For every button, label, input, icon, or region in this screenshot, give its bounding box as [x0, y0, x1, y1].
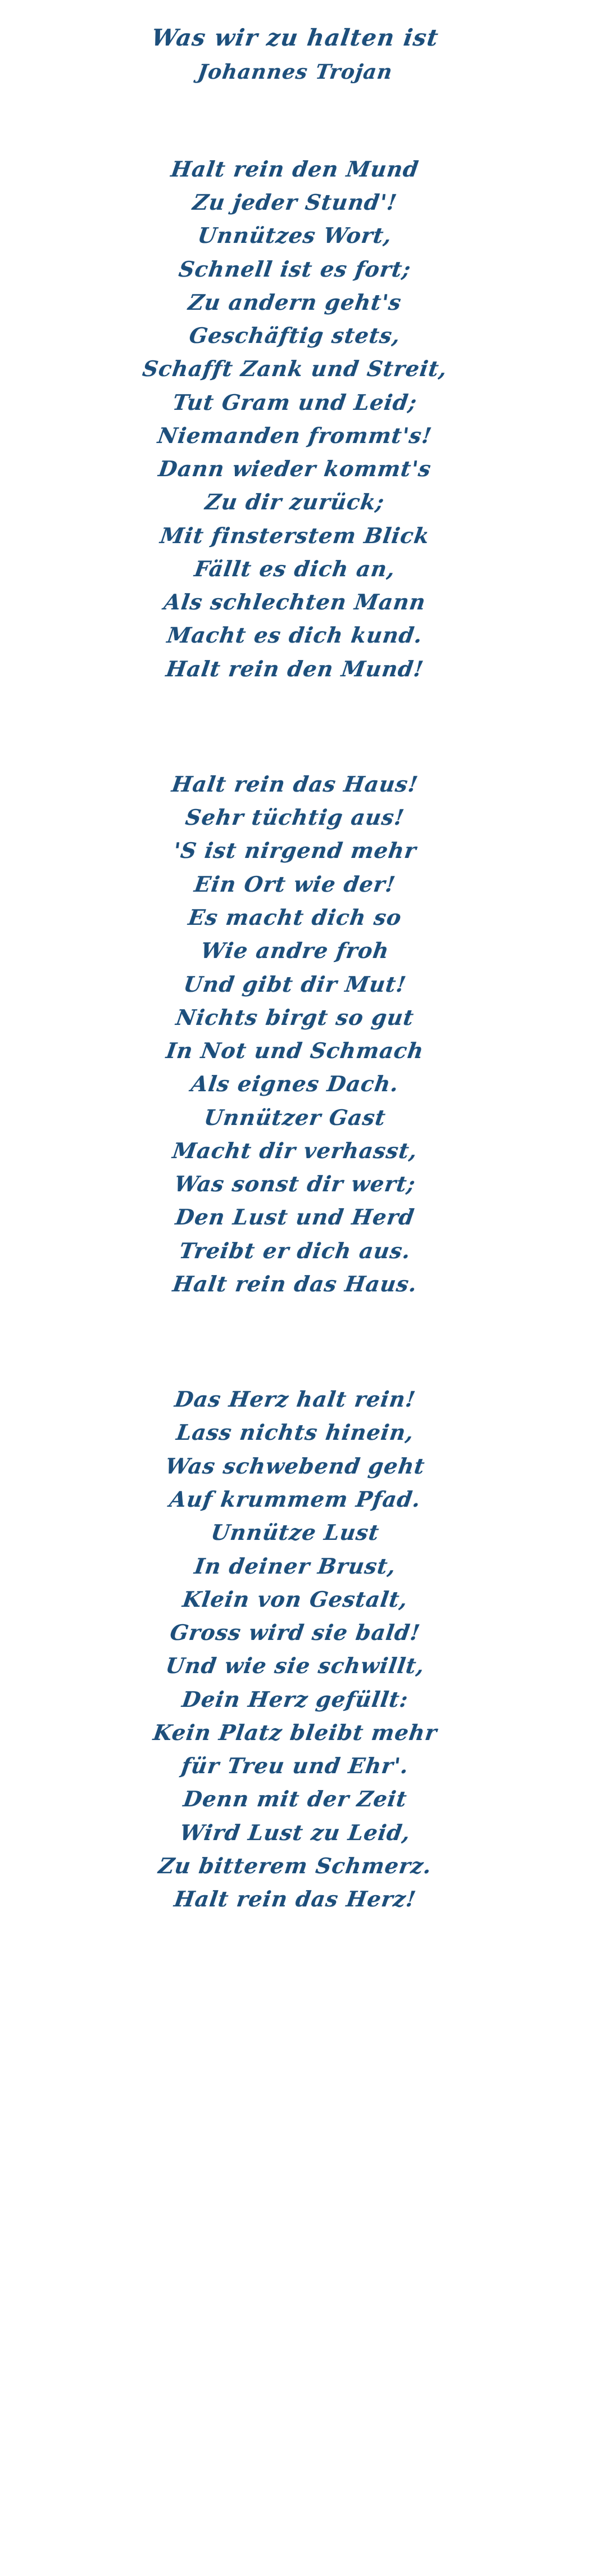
verse-line: Zu dir zurück; [203, 489, 387, 515]
verse-line: Nichts birgt so gut [174, 1004, 416, 1030]
verse-line: Als schlechten Mann [162, 589, 428, 615]
verse-line: Wie andre froh [199, 938, 391, 964]
verse-line: Denn mit der Zeit [181, 1786, 409, 1812]
verse-line: Kein Platz bleibt mehr [151, 1719, 439, 1745]
verse-line: Macht es dich kund. [165, 622, 425, 648]
verse-line: 'S ist nirgend mehr [171, 838, 419, 864]
stanza-1 [140, 152, 450, 685]
verse-line: Auf krummem Pfad. [167, 1486, 423, 1512]
verse-line: Schnell ist es fort; [177, 256, 413, 282]
verse-line: Es macht dich so [187, 905, 403, 930]
verse-line: Unnützer Gast [202, 1104, 388, 1130]
verse-line: Treibt er dich aus. [177, 1237, 413, 1263]
verse-line: Als eignes Dach. [189, 1071, 401, 1097]
verse-line: Gross wird sie bald! [168, 1620, 422, 1646]
verse-line: Macht dir verhasst, [171, 1137, 419, 1163]
verse-line: In Not und Schmach [164, 1038, 426, 1064]
author-name: Johannes Trojan [196, 60, 394, 84]
verse-line: für Treu und Ehr'. [179, 1753, 411, 1779]
verse-line: Unnütze Lust [209, 1520, 381, 1545]
verse-line: Halt rein das Haus! [170, 771, 420, 797]
verse-line: Und wie sie schwillt, [164, 1653, 426, 1679]
verse-line: Das Herz halt rein! [173, 1386, 417, 1412]
verse-line: Zu bitterem Schmerz. [156, 1852, 434, 1878]
verse-line: Schafft Zank und Streit, [140, 356, 450, 382]
title-block [149, 22, 441, 86]
verse-line: Ein Ort wie der! [192, 871, 398, 897]
verse-line: Unnützes Wort, [196, 223, 394, 248]
verse-line: Halt rein den Mund [169, 156, 421, 182]
verse-line: In deiner Brust, [192, 1553, 398, 1579]
stanza-2 [166, 767, 424, 1300]
stanza-3 [153, 1382, 437, 1915]
verse-line: Halt rein das Herz! [172, 1886, 418, 1912]
verse-line: Halt rein das Haus. [171, 1271, 419, 1296]
verse-line: Was sonst dir wert; [173, 1171, 417, 1197]
verse-line: Lass nichts hinein, [174, 1420, 416, 1445]
verse-line: Fällt es dich an, [193, 555, 397, 581]
verse-line: Was schwebend geht [164, 1453, 426, 1479]
verse-line: Sehr tüchtig aus! [184, 805, 406, 830]
verse-line: Zu jeder Stund'! [191, 189, 399, 215]
verse-line: Den Lust und Herd [174, 1204, 416, 1230]
page-title: Was wir zu halten ist [149, 24, 441, 51]
verse-line: Halt rein den Mund! [164, 656, 426, 681]
verse-line: Zu andern geht's [187, 289, 403, 315]
verse-line: Mit finsterstem Blick [158, 522, 432, 548]
verse-line: Dann wieder kommt's [157, 456, 433, 482]
verse-line: Dein Herz gefüllt: [180, 1686, 410, 1712]
verse-line: Tut Gram und Leid; [171, 389, 419, 415]
verse-line: Geschäftig stets, [188, 323, 402, 349]
verse-line: Klein von Gestalt, [180, 1586, 410, 1612]
verse-line: Und gibt dir Mut! [181, 971, 409, 997]
verse-line: Niemanden frommt's! [156, 422, 434, 448]
verse-line: Wird Lust zu Leid, [178, 1819, 412, 1845]
